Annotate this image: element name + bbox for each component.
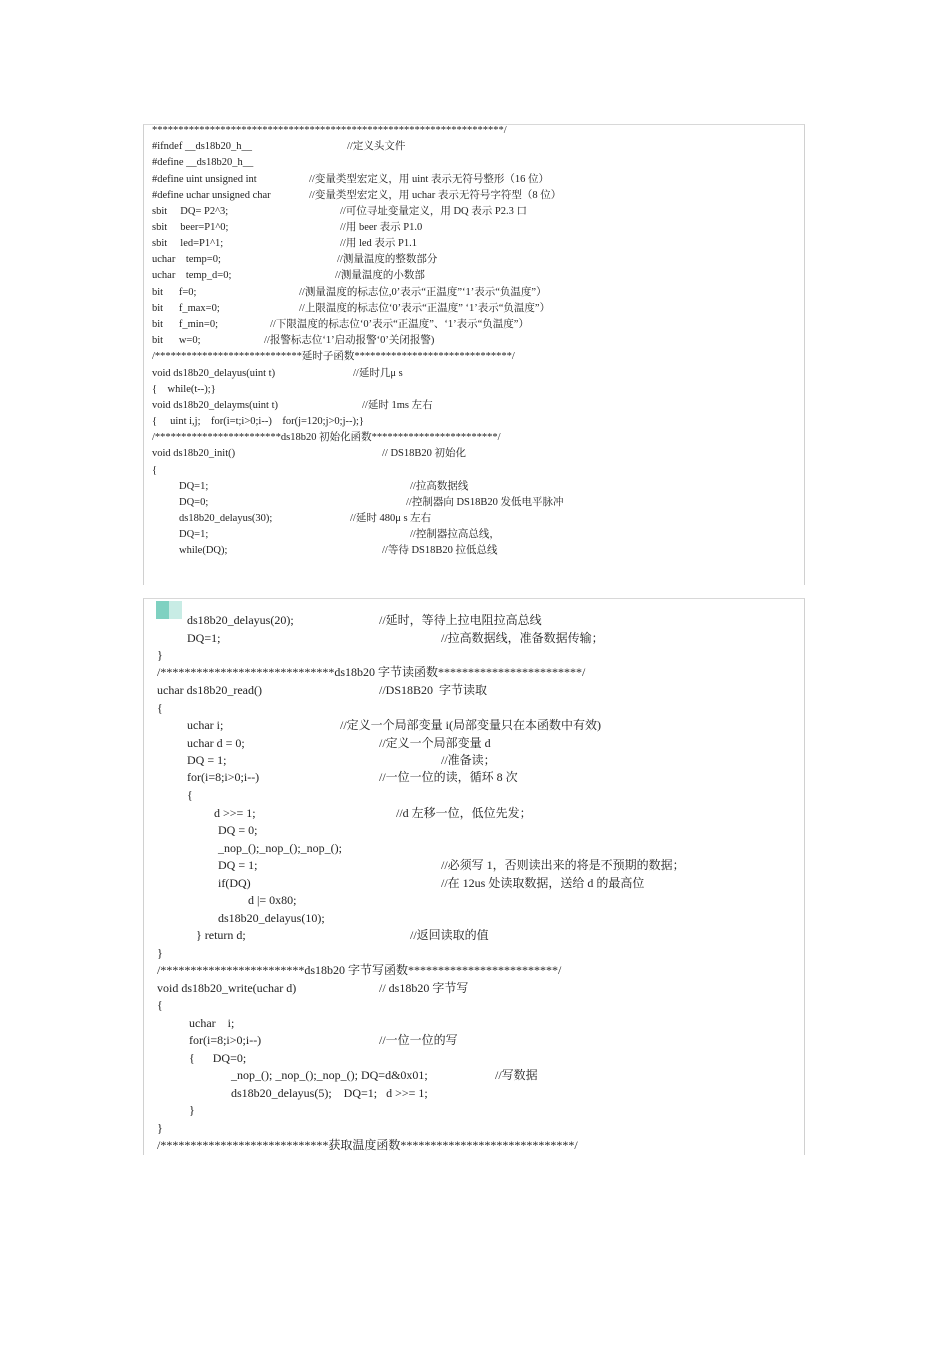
code-line: uchar i; [187,718,224,732]
code-line: #define uint unsigned int [152,174,257,185]
code-comment: //变量类型宏定义，用 uint 表示无符号整形（16 位） [309,174,550,185]
code-line: uchar temp_d=0; [152,270,232,281]
code-line: ds18b20_delayus(5); DQ=1; d >>= 1; [231,1086,428,1100]
code-line: while(DQ); [179,545,228,556]
code-comment: //测量温度的整数部分 [337,254,438,265]
code-line: bit f_max=0; [152,303,220,314]
code-line: /************************ds18b20 初始化函数************************/ [152,432,501,443]
code-line: } [157,648,163,662]
code-comment: //拉高数据线 [410,481,469,492]
code-line: DQ = 1; [187,753,227,767]
code-comment: //d 左移一位，低位先发； [396,806,532,820]
code-comment: //在 12us 处读取数据，送给 d 的最高位 [441,876,645,890]
code-line: #define __ds18b20_h__ [152,157,254,168]
code-line: sbit led=P1^1; [152,238,224,249]
code-line: DQ = 0; [218,823,258,837]
code-line: for(i=8;i>0;i--) [187,770,260,784]
code-line: void ds18b20_delayus(uint t) [152,368,276,379]
code-comment: //准备读； [441,753,496,767]
code-line: ds18b20_delayus(20); [187,613,294,627]
code-line: _nop_();_nop_();_nop_(); [218,841,342,855]
code-line: DQ=0; [179,497,209,508]
code-line: { uint i,j; for(i=t;i>0;i--) for(j=120;j>0;j--);} [152,416,364,427]
code-line: uchar temp=0; [152,254,221,265]
code-comment: //报警标志位‘1’启动报警‘0’关闭报警) [264,335,435,346]
code-comment: //一位一位的写 [379,1033,458,1047]
code-line: /*****************************ds18b20 字节读函数************************/ [157,665,586,679]
code-comment: //返回读取的值 [410,928,489,942]
code-comment: //测量温度的标志位,0’表示“正温度”‘1’表示“负温度”） [299,287,547,298]
code-comment: //拉高数据线，准备数据传输； [441,631,604,645]
code-comment: //变量类型宏定义，用 uchar 表示无符号字符型（8 位） [309,190,562,201]
code-line: { [157,701,163,715]
code-line: void ds18b20_write(uchar d) [157,981,297,995]
code-line: } [189,1103,195,1117]
code-comment: //控制器拉高总线， [410,529,500,540]
code-line: ds18b20_delayus(10); [218,911,325,925]
code-line: bit f=0; [152,287,197,298]
code-line: bit w=0; [152,335,201,346]
code-line: DQ=1; [179,481,209,492]
code-comment: //定义一个局部变量 d [379,736,491,750]
code-line: if(DQ) [218,876,251,890]
code-line: d >>= 1; [214,806,256,820]
code-line: uchar d = 0; [187,736,245,750]
code-line: ds18b20_delayus(30); [179,513,273,524]
code-line: uchar i; [189,1016,235,1030]
code-comment: //定义一个局部变量 i(局部变量只在本函数中有效) [340,718,601,732]
code-comment: //用 beer 表示 P1.0 [340,222,423,233]
code-line: bit f_min=0; [152,319,219,330]
code-comment: //可位寻址变量定义，用 DQ 表示 P2.3 口 [340,206,527,217]
code-comment: //延时几μ s [353,368,403,379]
highlight-marker [156,601,182,619]
code-comment: //延时，等待上拉电阻拉高总线 [379,613,542,627]
code-line: /****************************延时子函数******************************/ [152,351,515,362]
code-line: DQ=1; [179,529,209,540]
code-panel-1 [143,124,805,585]
code-line: void ds18b20_delayms(uint t) [152,400,278,411]
code-comment: // DS18B20 初始化 [382,448,467,459]
code-line: sbit DQ= P2^3; [152,206,229,217]
code-line: { [152,465,158,476]
code-line: { while(t--);} [152,384,216,395]
code-comment: //DS18B20 字节读取 [379,683,488,697]
code-line: for(i=8;i>0;i--) [189,1033,262,1047]
code-comment: //一位一位的读，循环 8 次 [379,770,518,784]
code-comment: //写数据 [495,1068,538,1082]
code-comment: //延时 1ms 左右 [362,400,433,411]
code-comment: //等待 DS18B20 拉低总线 [382,545,498,556]
code-line: #define uchar unsigned char [152,190,271,201]
code-line: DQ = 1; [218,858,258,872]
code-comment: //测量温度的小数部 [335,270,425,281]
code-line: sbit beer=P1^0; [152,222,229,233]
code-line: *******************************************************************/ [152,125,507,136]
code-line: { [157,998,163,1012]
code-comment: // ds18b20 字节写 [379,981,469,995]
code-panel-2 [143,598,805,1155]
code-comment: //必须写 1，否则读出来的将是不预期的数据； [441,858,685,872]
code-line: void ds18b20_init() [152,448,236,459]
code-line: uchar ds18b20_read() [157,683,262,697]
code-line: _nop_(); _nop_();_nop_(); DQ=d&0x01; [231,1068,428,1082]
code-line: { DQ=0; [189,1051,247,1065]
code-line: /************************ds18b20 字节写函数*************************/ [157,963,562,977]
code-comment: //定义头文件 [347,141,406,152]
code-line: DQ=1; [187,631,221,645]
code-line: } [157,946,163,960]
code-comment: //控制器向 DS18B20 发低电平脉冲 [406,497,564,508]
code-line: /****************************获取温度函数*****************************/ [157,1138,578,1152]
code-comment: //上限温度的标志位‘0’表示“正温度” ‘1’表示“负温度”） [299,303,551,314]
code-line: } [157,1121,163,1135]
code-line: { [187,788,193,802]
code-comment: //延时 480μ s 左右 [350,513,432,524]
code-line: } return d; [196,928,246,942]
code-comment: //下限温度的标志位‘0’表示“正温度”、‘1’表示“负温度”） [270,319,529,330]
code-comment: //用 led 表示 P1.1 [340,238,418,249]
code-line: #ifndef __ds18b20_h__ [152,141,253,152]
code-line: d |= 0x80; [248,893,297,907]
